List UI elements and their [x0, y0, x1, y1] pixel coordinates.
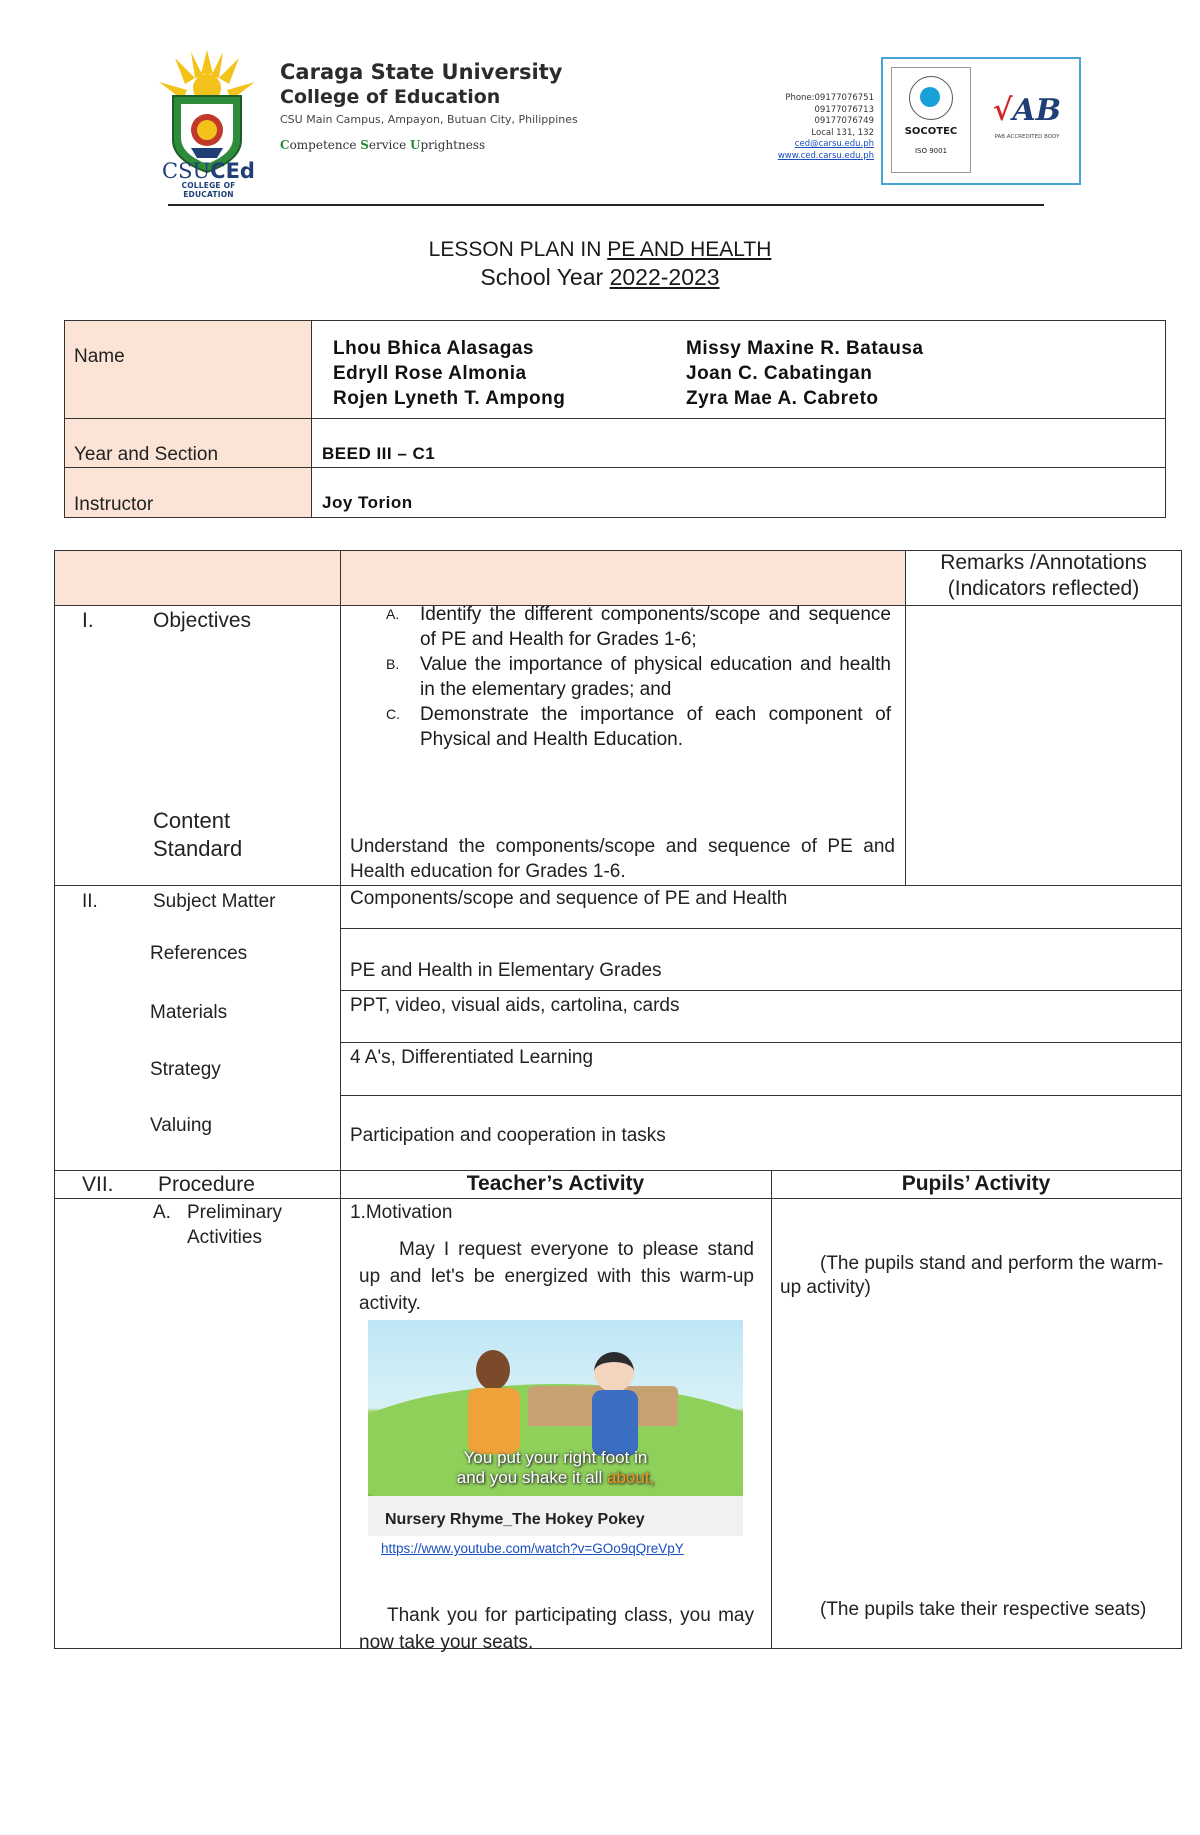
- content-standard-value: Understand the components/scope and sequence of PE and Health education for Grades 1-6.: [350, 836, 895, 882]
- local-line: Local 131, 132: [811, 127, 874, 138]
- logo-wordmark: CSUCEd: [162, 159, 255, 183]
- logo-subtitle: COLLEGE OF EDUCATION: [181, 181, 236, 199]
- document-title: LESSON PLAN IN PE AND HEALTH: [428, 238, 772, 261]
- procedure-label: Procedure: [158, 1173, 255, 1196]
- socotec-badge: [891, 67, 971, 173]
- phone-line: Phone:09177076751: [785, 93, 874, 103]
- phone-line: 09177076713: [814, 104, 874, 115]
- valuing-label: Valuing: [150, 1115, 212, 1136]
- subject-matter-value: Components/scope and sequence of PE and Health: [350, 888, 788, 909]
- pupils-response: (The pupils take their respective seats): [820, 1599, 1147, 1620]
- pab-label: PAB ACCREDITED BODY: [994, 134, 1060, 140]
- motivation-title: 1.Motivation: [350, 1202, 453, 1223]
- email-link[interactable]: ced@carsu.edu.ph: [794, 139, 874, 149]
- student-name: Rojen Lyneth T. Ampong: [333, 388, 566, 409]
- thumbnail-boy: [476, 1350, 510, 1390]
- name-label: Name: [74, 346, 125, 367]
- objective-item: C. Demonstrate the importance of each component of Physical and Health Education.: [386, 704, 891, 750]
- prelim-marker: A.: [153, 1202, 171, 1223]
- motivation-text: May I request everyone to please stand up and let's be energized with this warm-up activity.: [359, 1239, 754, 1314]
- strategy-value: 4 A's, Differentiated Learning: [350, 1047, 594, 1068]
- prelim-label: Preliminary Activities: [187, 1202, 283, 1248]
- university-motto: Competence Service Uprightness: [280, 138, 486, 152]
- year-section-value: BEED III – C1: [322, 444, 436, 463]
- remarks-header: [906, 550, 1181, 602]
- socotec-label: SOCOTEC: [904, 126, 958, 137]
- student-name: Missy Maxine R. Batausa: [686, 338, 924, 359]
- phone-line: 09177076749: [814, 116, 874, 126]
- remarks-header-line: (Indicators reflected): [947, 577, 1140, 600]
- socotec-logo-icon: [909, 76, 953, 120]
- pab-logo-icon: √AB: [992, 93, 1062, 128]
- student-name: Zyra Mae A. Cabreto: [686, 388, 879, 409]
- video-link[interactable]: https://www.youtube.com/watch?v=GOo9qQreVpY: [381, 1541, 684, 1556]
- letterhead: [0, 0, 1200, 215]
- remarks-header-line: Remarks /Annotations: [940, 551, 1147, 574]
- pab-badge: [981, 67, 1073, 173]
- valuing-value: Participation and cooperation in tasks: [350, 1125, 666, 1146]
- video-title: Nursery Rhyme_The Hokey Pokey: [385, 1511, 645, 1528]
- university-name: Caraga State University: [280, 60, 563, 84]
- student-name: Lhou Bhica Alasagas: [333, 338, 534, 359]
- college-name: College of Education: [280, 86, 501, 108]
- objective-item: A. Identify the different components/scope and sequence of PE and Health for Grades 1-6;: [386, 604, 891, 650]
- video-caption: You put your right foot in and you shake it all about,: [456, 1448, 655, 1487]
- header-shading: [55, 550, 905, 605]
- references-value: PE and Health in Elementary Grades: [350, 960, 662, 981]
- school-year: School Year 2022-2023: [480, 264, 720, 290]
- section-number: II.: [82, 891, 98, 912]
- section-number: I.: [82, 609, 94, 632]
- website-link[interactable]: www.ced.carsu.edu.ph: [777, 150, 874, 161]
- references-label: References: [150, 943, 248, 964]
- materials-label: Materials: [150, 1002, 228, 1023]
- objectives-label: Objectives: [153, 609, 252, 632]
- objective-item: B. Value the importance of physical education and health in the elementary grades; and: [386, 654, 891, 700]
- student-name: Joan C. Cabatingan: [686, 363, 873, 384]
- thumbnail-girl-body: [592, 1390, 638, 1456]
- names-right: [686, 336, 923, 411]
- letterhead-rule: [168, 204, 1044, 206]
- closing-text: Thank you for participating class, you may now take your seats.: [359, 1605, 754, 1653]
- names-left: [333, 336, 565, 411]
- pupils-response: (The pupils stand and perform the warm-up activity): [780, 1253, 1164, 1298]
- campus-address: CSU Main Campus, Ampayon, Butuan City, Philippines: [280, 113, 578, 126]
- subject-matter-label: Subject Matter: [153, 891, 276, 912]
- year-section-label: Year and Section: [74, 444, 219, 465]
- instructor-label: Instructor: [74, 494, 154, 515]
- section-number: VII.: [82, 1173, 114, 1196]
- objectives-list: [383, 602, 891, 752]
- pupils-activity-header: Pupils’ Activity: [901, 1172, 1051, 1195]
- iso-label: ISO 9001: [914, 147, 948, 155]
- certification-box: [881, 57, 1081, 185]
- instructor-value: Joy Torion: [322, 493, 413, 512]
- strategy-label: Strategy: [150, 1059, 221, 1080]
- student-name: Edryll Rose Almonia: [333, 363, 527, 384]
- thumbnail-boy-body: [468, 1388, 520, 1454]
- materials-value: PPT, video, visual aids, cartolina, cards: [350, 995, 680, 1016]
- thumbnail-girl: [594, 1352, 634, 1392]
- teacher-activity-header: Teacher’s Activity: [466, 1172, 645, 1195]
- contact-block: [720, 93, 874, 162]
- content-standard-label: Content Standard: [153, 808, 243, 861]
- video-thumbnail[interactable]: [368, 1320, 743, 1496]
